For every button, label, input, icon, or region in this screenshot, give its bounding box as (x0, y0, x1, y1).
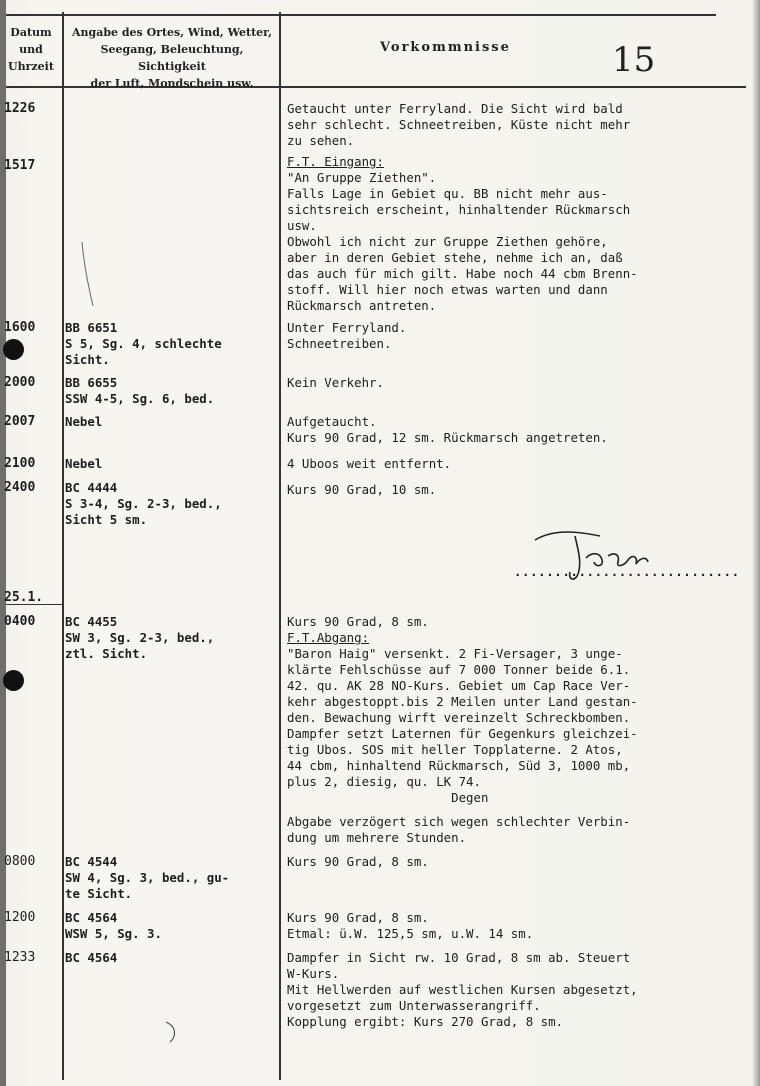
entry-event-line: Falls Lage in Gebiet qu. BB nicht mehr aus- (287, 186, 608, 201)
header-events: Vorkommnisse (380, 40, 511, 55)
column-divider (279, 12, 281, 1080)
header-date-line: Datum (10, 26, 52, 39)
entry-time: 1200 (4, 910, 36, 925)
header-date-line: Uhrzeit (8, 60, 54, 73)
page-number: 15 (612, 40, 656, 80)
entry-time: 2400 (4, 480, 36, 495)
entry-event-line: Mit Hellwerden auf westlichen Kursen abgesetzt, (287, 982, 638, 997)
binder-hole (3, 339, 24, 360)
entry-event-line: Getaucht unter Ferryland. Die Sicht wird bald (287, 101, 623, 116)
entry-event-line: F.T.Abgang: (287, 630, 370, 645)
entry-event-line: Kurs 90 Grad, 12 sm. Rückmarsch angetreten. (287, 430, 608, 445)
entry-event-line: Etmal: ü.W. 125,5 sm, u.W. 14 sm. (287, 926, 534, 941)
entry-event-line: "An Gruppe Ziethen". (287, 170, 437, 185)
header-place-line: Seegang, Beleuchtung, Sichtigkeit (100, 43, 244, 73)
pencil-mark (162, 1016, 182, 1046)
signature-dotted-line: ............................ (514, 564, 740, 579)
entry-event-line: aber in deren Gebiet stehe, nehme ich an, daß (287, 250, 623, 265)
binder-hole (3, 670, 24, 691)
entry-position-line: BC 4564 (65, 910, 118, 925)
entry-position-line: BC 4544 (65, 854, 118, 869)
entry-event-line: Rückmarsch antreten. (287, 298, 437, 313)
entry-event-line: 42. qu. AK 28 NO-Kurs. Gebiet um Cap Race Ver- (287, 678, 631, 693)
entry-event-line: klärte Fehlschüsse auf 7 000 Tonner beide 6.1. (287, 662, 631, 677)
entry-position-line: Nebel (65, 414, 103, 429)
entry-event-line: das auch für mich gilt. Habe noch 44 cbm Brenn- (287, 266, 638, 281)
entry-event-line: usw. (287, 218, 317, 233)
entry-time: 1600 (4, 320, 36, 335)
header-place-weather (66, 24, 278, 92)
entry-event-line: Unter Ferryland. (287, 320, 407, 335)
entry-event-line: vorgesetzt zum Unterwasserangriff. (287, 998, 541, 1013)
entry-event-line: zu sehen. (287, 133, 355, 148)
entry-position-line: BC 4564 (65, 950, 118, 965)
entry-event-line: Dampfer setzt Laternen für Gegenkurs gleichzei- (287, 726, 638, 741)
entry-event-line: 4 Uboos weit entfernt. (287, 456, 452, 471)
entry-event-line: Kein Verkehr. (287, 375, 384, 390)
entry-event-line: den. Bewachung wirft vereinzelt Schreckbomben. (287, 710, 631, 725)
entry-event-line: dung um mehrere Stunden. (287, 830, 467, 845)
handwritten-signature (520, 522, 720, 592)
entry-position-line: BB 6651 (65, 320, 118, 335)
entry-position-line: ztl. Sicht. (65, 646, 148, 661)
entry-position-line: SSW 4-5, Sg. 6, bed. (65, 391, 215, 406)
entry-position-line: WSW 5, Sg. 3. (65, 926, 162, 941)
entry-event-line: 44 cbm, hinhaltend Rückmarsch, Süd 3, 1000 mb, (287, 758, 631, 773)
entry-event-line: plus 2, diesig, qu. LK 74. (287, 774, 481, 789)
entry-event-line: Kopplung ergibt: Kurs 270 Grad, 8 sm. (287, 1014, 564, 1029)
entry-position-line: SW 3, Sg. 2-3, bed., (65, 630, 215, 645)
entry-time: 2100 (4, 456, 36, 471)
entry-event-line: kehr abgestoppt.bis 2 Meilen unter Land gestan- (287, 694, 638, 709)
entry-position-line: S 5, Sg. 4, schlechte (65, 336, 222, 351)
entry-event-line: stoff. Will hier noch etwas warten und dann (287, 282, 608, 297)
entry-event-line: sichtsreich erscheint, hinhaltender Rückmarsch (287, 202, 631, 217)
entry-time: 2000 (4, 375, 36, 390)
entry-time: 1226 (4, 101, 36, 116)
entry-position-line: BB 6655 (65, 375, 118, 390)
entry-time: 1233 (4, 950, 36, 965)
entry-event-line: Degen (287, 790, 489, 805)
date-marker: 25.1. (4, 590, 44, 605)
entry-position-line: Sicht. (65, 352, 110, 367)
header-place-line: der Luft, Mondschein usw. (90, 77, 254, 90)
entry-event-line: Aufgetaucht. (287, 414, 377, 429)
entry-event-line: F.T. Eingang: (287, 154, 384, 169)
entry-time: 1517 (4, 158, 36, 173)
entry-event-line: "Baron Haig" versenkt. 2 Fi-Versager, 3 unge- (287, 646, 623, 661)
entry-time: 2007 (4, 414, 36, 429)
page-edge-shadow-right (752, 0, 760, 1086)
column-divider (62, 12, 64, 1080)
entry-event-line: Dampfer in Sicht rw. 10 Grad, 8 sm ab. Steuert (287, 950, 631, 965)
entry-position-line: Sicht 5 sm. (65, 512, 148, 527)
header-top-rule (6, 14, 716, 16)
header-date-line: und (19, 43, 43, 56)
entry-time: 0800 (4, 854, 36, 869)
header-place-line: Angabe des Ortes, Wind, Wetter, (71, 26, 273, 39)
entry-event-line: Schneetreiben. (287, 336, 392, 351)
entry-position-line: SW 4, Sg. 3, bed., gu- (65, 870, 230, 885)
entry-position-line: S 3-4, Sg. 2-3, bed., (65, 496, 222, 511)
entry-position-line: Nebel (65, 456, 103, 471)
entry-position-line: BC 4444 (65, 480, 118, 495)
header-date-time (2, 24, 60, 75)
entry-position-line: te Sicht. (65, 886, 133, 901)
entry-event-line: Kurs 90 Grad, 8 sm. (287, 910, 429, 925)
entry-event-line: W-Kurs. (287, 966, 340, 981)
entry-position-line: BC 4455 (65, 614, 118, 629)
entry-event-line: Obwohl ich nicht zur Gruppe Ziethen gehöre, (287, 234, 608, 249)
entry-time: 0400 (4, 614, 36, 629)
entry-event-line: Kurs 90 Grad, 8 sm. (287, 854, 429, 869)
pencil-mark (78, 240, 98, 310)
entry-event-line: sehr schlecht. Schneetreiben, Küste nicht mehr (287, 117, 631, 132)
entry-event-line: tig Ubos. SOS mit heller Topplaterne. 2 Atos, (287, 742, 623, 757)
entry-event-line: Kurs 90 Grad, 8 sm. (287, 614, 429, 629)
entry-event-line: Abgabe verzögert sich wegen schlechter Verbin- (287, 814, 631, 829)
entry-event-line: Kurs 90 Grad, 10 sm. (287, 482, 437, 497)
